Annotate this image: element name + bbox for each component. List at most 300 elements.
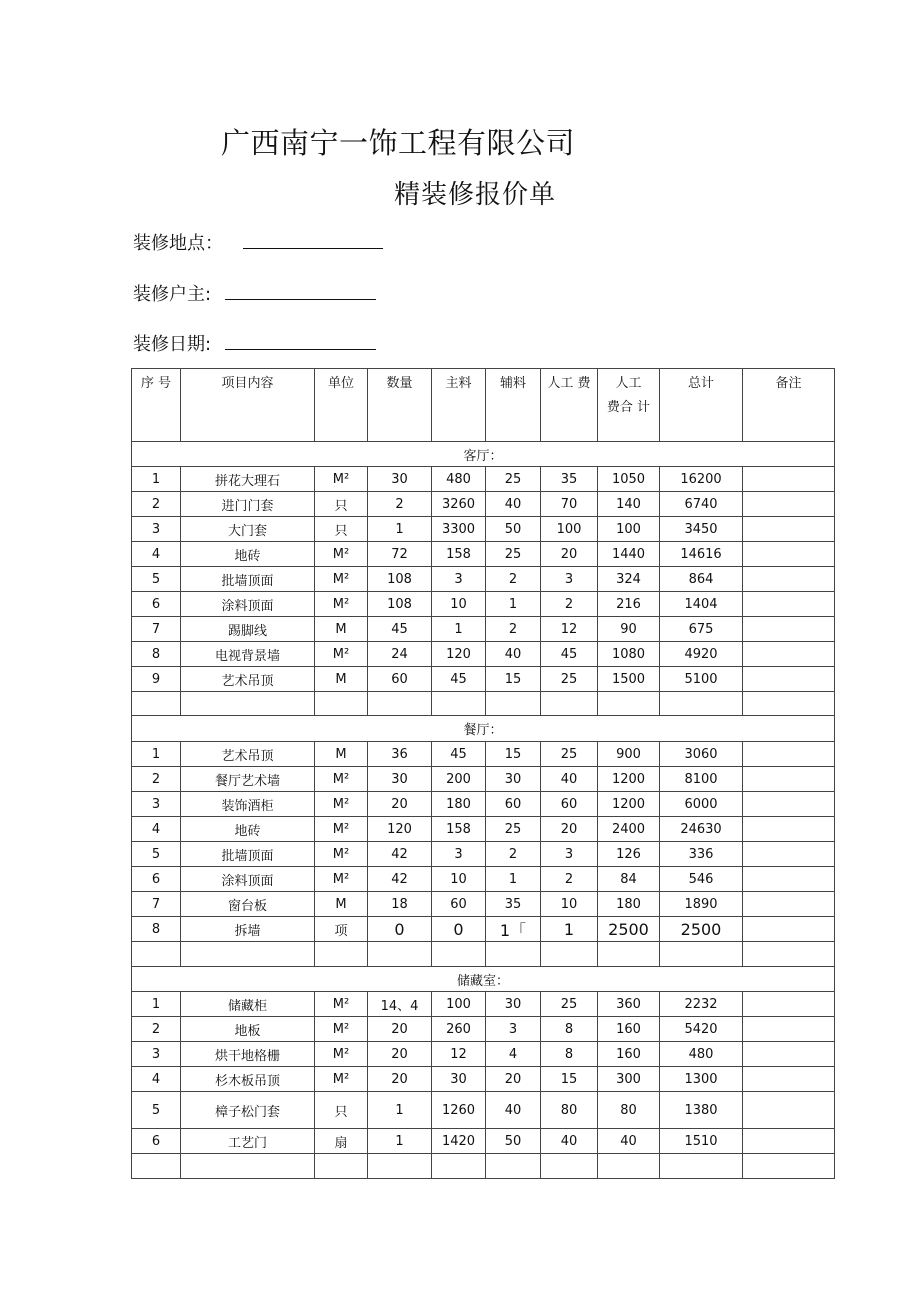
info-owner-label: 装修户主: <box>133 284 212 305</box>
cell-col-total: 6000 <box>660 792 743 817</box>
section-row <box>132 967 835 992</box>
header-col-aux: 辅料 <box>486 369 541 442</box>
cell-col-aux: 60 <box>486 792 541 817</box>
cell-col-main: 45 <box>432 742 486 767</box>
cell-col-unit: M² <box>315 467 368 492</box>
cell-col-seq: 4 <box>132 1067 181 1092</box>
cell-col-total: 4920 <box>660 642 743 667</box>
info-date-label: 装修日期: <box>133 334 212 355</box>
cell-col-labor-total: 40 <box>598 1129 660 1154</box>
cell-col-aux: 1「 <box>486 917 541 942</box>
cell-col-labor-total: 1200 <box>598 792 660 817</box>
cell-col-main: 45 <box>432 667 486 692</box>
cell-col-item: 涂料顶面 <box>181 592 315 617</box>
cell-col-qty: 120 <box>368 817 432 842</box>
cell-col-seq <box>132 692 181 716</box>
cell-col-qty: 20 <box>368 792 432 817</box>
section-row <box>132 442 835 467</box>
table-row <box>132 867 835 892</box>
cell-col-main <box>432 1154 486 1179</box>
cell-col-note <box>743 667 835 692</box>
cell-col-unit: 只 <box>315 492 368 517</box>
cell-col-aux: 50 <box>486 517 541 542</box>
table-row <box>132 1067 835 1092</box>
cell-col-unit: M <box>315 742 368 767</box>
cell-col-unit: M² <box>315 792 368 817</box>
header-col-seq: 序 号 <box>132 369 181 442</box>
cell-col-total: 480 <box>660 1042 743 1067</box>
cell-col-item: 杉木板吊顶 <box>181 1067 315 1092</box>
cell-col-labor-total: 100 <box>598 517 660 542</box>
table-row <box>132 742 835 767</box>
section-title: 客厅： <box>132 442 835 467</box>
cell-col-total <box>660 942 743 967</box>
cell-col-seq: 8 <box>132 642 181 667</box>
cell-col-note <box>743 792 835 817</box>
table-row <box>132 567 835 592</box>
cell-col-labor: 2 <box>541 867 598 892</box>
cell-col-total: 16200 <box>660 467 743 492</box>
cell-col-seq: 5 <box>132 1092 181 1129</box>
cell-col-qty <box>368 1154 432 1179</box>
cell-col-main: 1260 <box>432 1092 486 1129</box>
cell-col-note <box>743 1067 835 1092</box>
cell-col-item: 地板 <box>181 1017 315 1042</box>
header-col-labor: 人工 费 <box>541 369 598 442</box>
cell-col-unit: M² <box>315 1067 368 1092</box>
cell-col-unit <box>315 1154 368 1179</box>
table-row <box>132 467 835 492</box>
cell-col-note <box>743 1017 835 1042</box>
cell-col-labor: 25 <box>541 742 598 767</box>
cell-col-aux: 2 <box>486 567 541 592</box>
cell-col-seq: 3 <box>132 1042 181 1067</box>
cell-col-qty: 36 <box>368 742 432 767</box>
cell-col-seq: 1 <box>132 467 181 492</box>
cell-col-item <box>181 1154 315 1179</box>
cell-col-main: 60 <box>432 892 486 917</box>
cell-col-labor: 40 <box>541 767 598 792</box>
cell-col-main: 120 <box>432 642 486 667</box>
cell-col-main: 480 <box>432 467 486 492</box>
cell-col-aux: 15 <box>486 742 541 767</box>
cell-col-seq: 5 <box>132 842 181 867</box>
header-col-note: 备注 <box>743 369 835 442</box>
cell-col-qty <box>368 942 432 967</box>
cell-col-aux <box>486 1154 541 1179</box>
cell-col-labor: 25 <box>541 667 598 692</box>
info-location-label: 装修地点： <box>133 233 223 254</box>
cell-col-note <box>743 817 835 842</box>
cell-col-note <box>743 1042 835 1067</box>
cell-col-labor-total: 2400 <box>598 817 660 842</box>
cell-col-aux: 2 <box>486 842 541 867</box>
header-col-unit: 单位 <box>315 369 368 442</box>
cell-col-labor-total <box>598 1154 660 1179</box>
cell-col-unit: M² <box>315 992 368 1017</box>
cell-col-note <box>743 767 835 792</box>
cell-col-unit: M² <box>315 642 368 667</box>
cell-col-note <box>743 492 835 517</box>
cell-col-labor-total: 80 <box>598 1092 660 1129</box>
cell-col-main: 12 <box>432 1042 486 1067</box>
cell-col-main: 1420 <box>432 1129 486 1154</box>
cell-col-item: 窗台板 <box>181 892 315 917</box>
cell-col-labor-total <box>598 942 660 967</box>
cell-col-item: 烘干地格栅 <box>181 1042 315 1067</box>
info-date-blank <box>225 331 376 350</box>
cell-col-labor-total: 180 <box>598 892 660 917</box>
cell-col-total: 1510 <box>660 1129 743 1154</box>
cell-col-note <box>743 567 835 592</box>
table-row <box>132 942 835 967</box>
cell-col-note <box>743 642 835 667</box>
cell-col-aux: 35 <box>486 892 541 917</box>
cell-col-item: 地砖 <box>181 542 315 567</box>
cell-col-labor-total: 160 <box>598 1017 660 1042</box>
cell-col-total: 1890 <box>660 892 743 917</box>
cell-col-labor <box>541 1154 598 1179</box>
cell-col-unit <box>315 942 368 967</box>
cell-col-labor: 3 <box>541 842 598 867</box>
cell-col-total: 5100 <box>660 667 743 692</box>
cell-col-seq: 6 <box>132 867 181 892</box>
cell-col-aux: 30 <box>486 767 541 792</box>
cell-col-item: 装饰酒柜 <box>181 792 315 817</box>
cell-col-note <box>743 892 835 917</box>
cell-col-qty: 72 <box>368 542 432 567</box>
cell-col-qty: 45 <box>368 617 432 642</box>
cell-col-qty: 1 <box>368 1129 432 1154</box>
cell-col-qty: 20 <box>368 1017 432 1042</box>
cell-col-unit: M² <box>315 817 368 842</box>
cell-col-seq: 7 <box>132 892 181 917</box>
cell-col-unit: 项 <box>315 917 368 942</box>
cell-col-seq: 9 <box>132 667 181 692</box>
cell-col-item <box>181 942 315 967</box>
cell-col-note <box>743 467 835 492</box>
cell-col-unit: M <box>315 667 368 692</box>
cell-col-qty: 0 <box>368 917 432 942</box>
cell-col-labor <box>541 942 598 967</box>
cell-col-unit: M² <box>315 842 368 867</box>
cell-col-unit: M² <box>315 592 368 617</box>
cell-col-aux: 40 <box>486 642 541 667</box>
document-title: 精装修报价单 <box>394 180 557 210</box>
cell-col-main <box>432 692 486 716</box>
cell-col-unit: M² <box>315 1017 368 1042</box>
cell-col-note <box>743 617 835 642</box>
cell-col-seq: 1 <box>132 992 181 1017</box>
cell-col-aux: 4 <box>486 1042 541 1067</box>
table-row <box>132 792 835 817</box>
cell-col-note <box>743 992 835 1017</box>
cell-col-seq: 6 <box>132 592 181 617</box>
cell-col-total: 675 <box>660 617 743 642</box>
cell-col-seq: 8 <box>132 917 181 942</box>
cell-col-qty: 30 <box>368 467 432 492</box>
cell-col-item: 地砖 <box>181 817 315 842</box>
cell-col-qty: 108 <box>368 567 432 592</box>
cell-col-labor-total: 2500 <box>598 917 660 942</box>
cell-col-main: 10 <box>432 867 486 892</box>
cell-col-qty: 2 <box>368 492 432 517</box>
table-row <box>132 492 835 517</box>
cell-col-seq <box>132 1154 181 1179</box>
cell-col-labor-total: 160 <box>598 1042 660 1067</box>
cell-col-labor: 35 <box>541 467 598 492</box>
cell-col-aux: 25 <box>486 467 541 492</box>
cell-col-main: 200 <box>432 767 486 792</box>
cell-col-main: 260 <box>432 1017 486 1042</box>
cell-col-aux: 20 <box>486 1067 541 1092</box>
cell-col-note <box>743 917 835 942</box>
table-row <box>132 917 835 942</box>
cell-col-main: 100 <box>432 992 486 1017</box>
quote-table <box>131 368 835 1179</box>
cell-col-unit: 扇 <box>315 1129 368 1154</box>
cell-col-seq: 1 <box>132 742 181 767</box>
cell-col-aux: 40 <box>486 1092 541 1129</box>
cell-col-item: 艺术吊顶 <box>181 667 315 692</box>
cell-col-aux: 30 <box>486 992 541 1017</box>
header-col-qty: 数量 <box>368 369 432 442</box>
cell-col-aux: 25 <box>486 817 541 842</box>
table-row <box>132 767 835 792</box>
cell-col-main: 180 <box>432 792 486 817</box>
cell-col-labor: 100 <box>541 517 598 542</box>
cell-col-total <box>660 692 743 716</box>
cell-col-unit: M² <box>315 567 368 592</box>
cell-col-item: 批墙顶面 <box>181 567 315 592</box>
cell-col-total: 546 <box>660 867 743 892</box>
cell-col-aux: 40 <box>486 492 541 517</box>
cell-col-unit <box>315 692 368 716</box>
table-row <box>132 842 835 867</box>
cell-col-labor: 8 <box>541 1017 598 1042</box>
cell-col-qty: 1 <box>368 517 432 542</box>
cell-col-unit: M² <box>315 542 368 567</box>
cell-col-item: 储藏柜 <box>181 992 315 1017</box>
cell-col-item: 餐厅艺术墙 <box>181 767 315 792</box>
cell-col-seq: 3 <box>132 792 181 817</box>
cell-col-qty: 30 <box>368 767 432 792</box>
table-row <box>132 692 835 716</box>
cell-col-labor-total: 1080 <box>598 642 660 667</box>
cell-col-labor: 2 <box>541 592 598 617</box>
cell-col-seq: 2 <box>132 492 181 517</box>
header-col-item: 项目内容 <box>181 369 315 442</box>
cell-col-seq: 7 <box>132 617 181 642</box>
info-location-blank <box>243 230 383 249</box>
cell-col-note <box>743 1154 835 1179</box>
cell-col-aux: 1 <box>486 592 541 617</box>
table-row <box>132 1092 835 1129</box>
header-col-main: 主料 <box>432 369 486 442</box>
cell-col-aux: 1 <box>486 867 541 892</box>
cell-col-item: 电视背景墙 <box>181 642 315 667</box>
cell-col-labor: 10 <box>541 892 598 917</box>
cell-col-qty: 20 <box>368 1067 432 1092</box>
cell-col-item: 工艺门 <box>181 1129 315 1154</box>
cell-col-note <box>743 867 835 892</box>
cell-col-total: 1404 <box>660 592 743 617</box>
cell-col-item: 进门门套 <box>181 492 315 517</box>
cell-col-labor-total: 1200 <box>598 767 660 792</box>
section-title: 储藏室： <box>132 967 835 992</box>
cell-col-labor: 3 <box>541 567 598 592</box>
cell-col-note <box>743 542 835 567</box>
table-row <box>132 517 835 542</box>
table-row <box>132 1154 835 1179</box>
table-row <box>132 667 835 692</box>
cell-col-main: 30 <box>432 1067 486 1092</box>
cell-col-labor: 70 <box>541 492 598 517</box>
cell-col-qty: 18 <box>368 892 432 917</box>
cell-col-note <box>743 842 835 867</box>
cell-col-seq <box>132 942 181 967</box>
cell-col-labor: 20 <box>541 542 598 567</box>
table-row <box>132 592 835 617</box>
cell-col-labor: 25 <box>541 992 598 1017</box>
table-row <box>132 617 835 642</box>
cell-col-unit: 只 <box>315 517 368 542</box>
cell-col-qty: 20 <box>368 1042 432 1067</box>
table-row <box>132 1129 835 1154</box>
cell-col-labor-total: 1050 <box>598 467 660 492</box>
cell-col-qty <box>368 692 432 716</box>
cell-col-total: 336 <box>660 842 743 867</box>
cell-col-total: 2232 <box>660 992 743 1017</box>
cell-col-main: 3 <box>432 567 486 592</box>
cell-col-labor-total: 1500 <box>598 667 660 692</box>
cell-col-qty: 60 <box>368 667 432 692</box>
cell-col-labor: 60 <box>541 792 598 817</box>
cell-col-item: 樟子松门套 <box>181 1092 315 1129</box>
cell-col-total: 864 <box>660 567 743 592</box>
cell-col-unit: M² <box>315 767 368 792</box>
cell-col-item <box>181 692 315 716</box>
info-owner <box>133 280 376 306</box>
cell-col-note <box>743 742 835 767</box>
cell-col-item: 涂料顶面 <box>181 867 315 892</box>
cell-col-item: 拼花大理石 <box>181 467 315 492</box>
cell-col-note <box>743 1092 835 1129</box>
cell-col-total: 6740 <box>660 492 743 517</box>
table-row <box>132 642 835 667</box>
cell-col-seq: 2 <box>132 767 181 792</box>
cell-col-seq: 5 <box>132 567 181 592</box>
table-header-row <box>132 369 835 442</box>
cell-col-main <box>432 942 486 967</box>
cell-col-item: 拆墙 <box>181 917 315 942</box>
cell-col-labor-total: 1440 <box>598 542 660 567</box>
header-line: 人工 <box>615 376 642 391</box>
cell-col-main: 10 <box>432 592 486 617</box>
cell-col-aux: 2 <box>486 617 541 642</box>
info-location <box>133 229 383 255</box>
cell-col-unit: M² <box>315 1042 368 1067</box>
table-row <box>132 1017 835 1042</box>
cell-col-unit: M <box>315 617 368 642</box>
cell-col-labor-total: 126 <box>598 842 660 867</box>
cell-col-main: 3260 <box>432 492 486 517</box>
cell-col-note <box>743 517 835 542</box>
cell-col-labor: 8 <box>541 1042 598 1067</box>
table-row <box>132 1042 835 1067</box>
cell-col-qty: 108 <box>368 592 432 617</box>
cell-col-labor: 45 <box>541 642 598 667</box>
cell-col-labor: 15 <box>541 1067 598 1092</box>
info-date <box>133 330 376 356</box>
table-row <box>132 817 835 842</box>
cell-col-note <box>743 592 835 617</box>
cell-col-seq: 6 <box>132 1129 181 1154</box>
cell-col-labor-total <box>598 692 660 716</box>
table-row <box>132 542 835 567</box>
cell-col-main: 158 <box>432 542 486 567</box>
cell-col-total: 24630 <box>660 817 743 842</box>
cell-col-seq: 3 <box>132 517 181 542</box>
cell-col-labor: 12 <box>541 617 598 642</box>
section-title: 餐厅： <box>132 716 835 742</box>
cell-col-aux: 50 <box>486 1129 541 1154</box>
cell-col-main: 3 <box>432 842 486 867</box>
cell-col-aux <box>486 692 541 716</box>
cell-col-labor-total: 84 <box>598 867 660 892</box>
cell-col-total: 3060 <box>660 742 743 767</box>
cell-col-aux: 25 <box>486 542 541 567</box>
cell-col-unit: M² <box>315 867 368 892</box>
cell-col-seq: 4 <box>132 817 181 842</box>
cell-col-qty: 24 <box>368 642 432 667</box>
cell-col-labor-total: 300 <box>598 1067 660 1092</box>
cell-col-aux <box>486 942 541 967</box>
header-col-labor-total <box>598 369 660 442</box>
cell-col-unit: M <box>315 892 368 917</box>
cell-col-item: 艺术吊顶 <box>181 742 315 767</box>
cell-col-qty: 42 <box>368 842 432 867</box>
cell-col-total: 8100 <box>660 767 743 792</box>
table-row <box>132 892 835 917</box>
table-row <box>132 992 835 1017</box>
cell-col-total: 1300 <box>660 1067 743 1092</box>
company-name: 广西南宁一饰工程有限公司 <box>221 126 576 160</box>
cell-col-note <box>743 692 835 716</box>
cell-col-qty: 1 <box>368 1092 432 1129</box>
cell-col-labor: 40 <box>541 1129 598 1154</box>
cell-col-unit: 只 <box>315 1092 368 1129</box>
cell-col-item: 大门套 <box>181 517 315 542</box>
cell-col-labor: 80 <box>541 1092 598 1129</box>
header-col-total: 总计 <box>660 369 743 442</box>
cell-col-aux: 15 <box>486 667 541 692</box>
cell-col-labor-total: 324 <box>598 567 660 592</box>
cell-col-note <box>743 1129 835 1154</box>
cell-col-total: 2500 <box>660 917 743 942</box>
cell-col-seq: 4 <box>132 542 181 567</box>
cell-col-total: 5420 <box>660 1017 743 1042</box>
cell-col-item: 批墙顶面 <box>181 842 315 867</box>
cell-col-item: 踢脚线 <box>181 617 315 642</box>
cell-col-main: 3300 <box>432 517 486 542</box>
cell-col-qty: 42 <box>368 867 432 892</box>
cell-col-labor-total: 360 <box>598 992 660 1017</box>
cell-col-main: 1 <box>432 617 486 642</box>
cell-col-seq: 2 <box>132 1017 181 1042</box>
cell-col-labor-total: 90 <box>598 617 660 642</box>
cell-col-qty: 14、4 <box>368 992 432 1017</box>
